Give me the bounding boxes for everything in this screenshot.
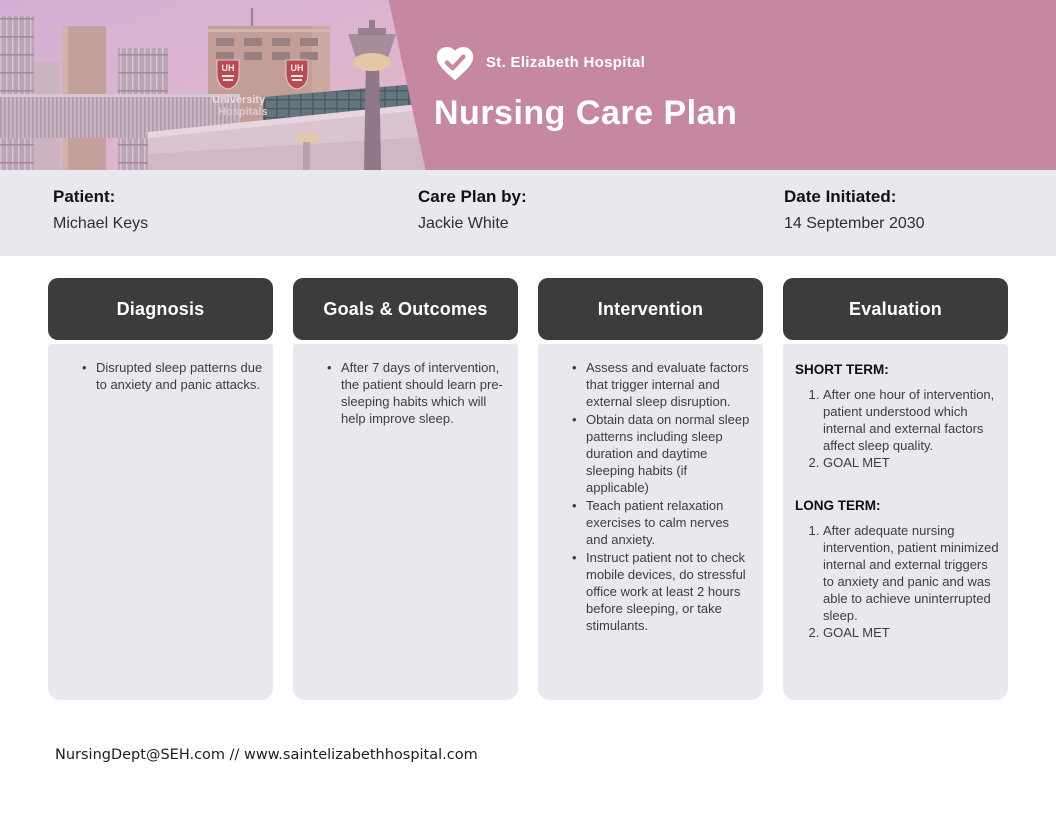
brand-name: St. Elizabeth Hospital [486,53,646,71]
list-item: • Instruct patient not to check mobile devices, do stressful office work at least 2 hours before sleeping, or take stimulants. [586,549,753,634]
column-header-diagnosis: Diagnosis [48,278,273,340]
column-header-intervention: Intervention [538,278,763,340]
column-header-goals-outcomes: Goals & Outcomes [293,278,518,340]
column-evaluation [783,278,1008,700]
info-careplan-by [418,187,527,233]
list-item: • Assess and evaluate factors that trigger internal and external sleep disruption. [586,359,753,410]
short-term-heading: SHORT TERM: [795,362,889,377]
building-sign-line1: University [212,94,266,106]
careplan-by-value: Jackie White [418,215,509,232]
date-initiated-value: 14 September 2030 [784,215,925,232]
list-item: • Disrupted sleep patterns due to anxiety and panic attacks. [96,359,263,393]
hospital-photo [0,0,440,170]
column-goals-outcomes [293,278,518,700]
column-header-evaluation: Evaluation [783,278,1008,340]
svg-text:UH: UH [221,63,235,73]
list-item: • Teach patient relaxation exercises to calm nerves and anxiety. [586,497,753,548]
diagnosis-list [58,359,263,393]
intervention-list [548,359,753,634]
info-date-initiated [784,187,925,233]
list-item: 2. GOAL MET [823,454,1002,471]
footer-contact: NursingDept@SEH.com // www.saintelizabethhospital.com [55,747,478,763]
patient-label: Patient: [53,187,116,206]
heart-check-icon [433,42,477,82]
info-bar [0,170,1056,256]
hero-header [0,0,1056,170]
hospital-photo-illustration [0,0,440,170]
building-sign-line2: Hospitals [218,106,268,118]
column-body-diagnosis [48,344,273,700]
brand-row [433,42,645,82]
column-body-evaluation [783,344,1008,700]
list-item: • Obtain data on normal sleep patterns including sleep duration and daytime sleeping habits (if applicable) [586,411,753,496]
svg-text:UH: UH [290,63,304,73]
column-diagnosis [48,278,273,700]
care-plan-columns [48,278,1008,700]
column-intervention [538,278,763,700]
list-item: 1. After one hour of intervention, patient understood which internal and external factors affect sleep quality. [823,386,1002,454]
list-item: • After 7 days of intervention, the patient should learn pre-sleeping habits which will help improve sleep. [341,359,508,427]
list-item: 2. GOAL MET [823,624,1002,641]
short-term-list [795,386,1002,471]
long-term-list [795,522,1002,641]
patient-value: Michael Keys [53,215,149,232]
page-title: Nursing Care Plan [434,94,738,132]
info-patient [53,187,148,233]
long-term-heading: LONG TERM: [795,498,881,513]
list-item: 1. After adequate nursing intervention, patient minimized internal and external triggers to anxiety and panic and was able to achieve uninterrupted sleep. [823,522,1002,624]
goals-outcomes-list [303,359,508,427]
column-body-goals-outcomes [293,344,518,700]
careplan-by-label: Care Plan by: [418,187,527,206]
date-initiated-label: Date Initiated: [784,187,897,206]
column-body-intervention [538,344,763,700]
